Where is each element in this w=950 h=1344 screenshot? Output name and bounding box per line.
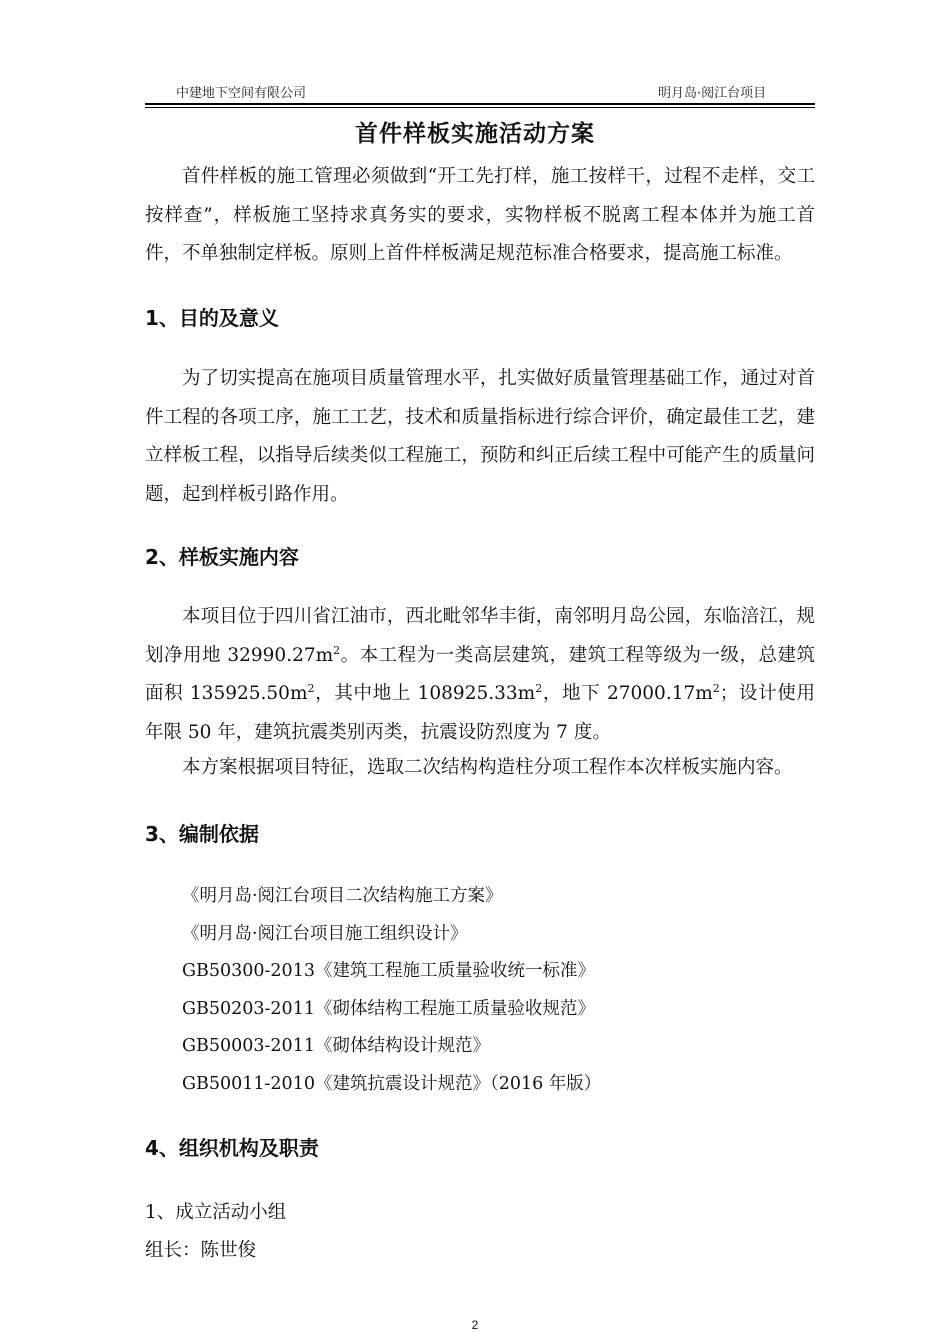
document-title: 首件样板实施活动方案 <box>355 121 595 147</box>
header-rule-thick <box>145 103 815 105</box>
area-unit-sup-3: 2 <box>535 681 543 695</box>
reference-item: GB50203-2011《砌体结构工程施工质量验收规范》 <box>182 998 595 1019</box>
reference-item: GB50003-2011《砌体结构设计规范》 <box>182 1036 490 1056</box>
organization-item-1: 1、成立活动小组 <box>145 1202 287 1223</box>
purpose-paragraph: 为了切实提高在施项目质量管理水平，扎实做好质量管理基础工作，通过对首件工程的各项工序，施工工艺，技术和质量指标进行综合评价，确定最佳工艺，建立样板工程，以指导后续类似工程施工，预防和纠正后续工程中可能产生的质量问题，起到样板引路作用。 <box>145 368 815 505</box>
page-header-company: 中建地下空间有限公司 <box>176 86 307 101</box>
page-header-project: 明月岛·阅江台项目 <box>658 86 767 101</box>
area-unit-sup-2: 2 <box>307 681 315 695</box>
section-heading-organization: 4、组织机构及职责 <box>145 1136 319 1160</box>
content-text-2: 。本工程为一类高层建筑，建筑工程等级为一级，总建筑面积 135925.50m <box>145 644 815 704</box>
content-paragraph <box>145 598 815 752</box>
content-text-3: ，其中地上 108925.33m <box>314 683 536 704</box>
area-unit-sup-4: 2 <box>712 681 720 695</box>
reference-item: GB50011-2010《建筑抗震设计规范》（2016 年版） <box>182 1073 602 1094</box>
section-heading-basis: 3、编制依据 <box>145 822 259 846</box>
reference-item: GB50300-2013《建筑工程施工质量验收统一标准》 <box>182 961 595 981</box>
content-text-4: ，地下 27000.17m <box>542 683 713 704</box>
group-leader: 组长：陈世俊 <box>145 1240 257 1261</box>
section-heading-purpose: 1、目的及意义 <box>145 306 279 330</box>
intro-paragraph: 首件样板的施工管理必须做到“开工先打样，施工按样干，过程不走样，交工按样查”，样板施工坚持求真务实的要求，实物样板不脱离工程本体并为施工首件，不单独制定样板。原则上首件样板满足规范标准合格要求，提高施工标准。 <box>145 166 815 264</box>
header-rule-thin <box>145 107 815 108</box>
reference-list <box>182 878 601 1103</box>
reference-item: 《明月岛·阅江台项目施工组织设计》 <box>182 923 468 944</box>
section-heading-content: 2、样板实施内容 <box>145 545 299 569</box>
reference-item: 《明月岛·阅江台项目二次结构施工方案》 <box>182 886 503 906</box>
area-unit-sup-1: 2 <box>333 643 341 657</box>
content-paragraph-2: 本方案根据项目特征，选取二次结构构造柱分项工程作本次样板实施内容。 <box>182 757 793 778</box>
content-text-1: 本项目位于四川省江油市，西北毗邻华丰街，南邻明月岛公园，东临涪江，规划净用地 32990.27m <box>145 606 815 666</box>
page-number: 2 <box>471 1318 479 1332</box>
content-text-5: ；设计使用年限 50 年，建筑抗震类别丙类，抗震设防烈度为 7 度。 <box>145 683 815 743</box>
